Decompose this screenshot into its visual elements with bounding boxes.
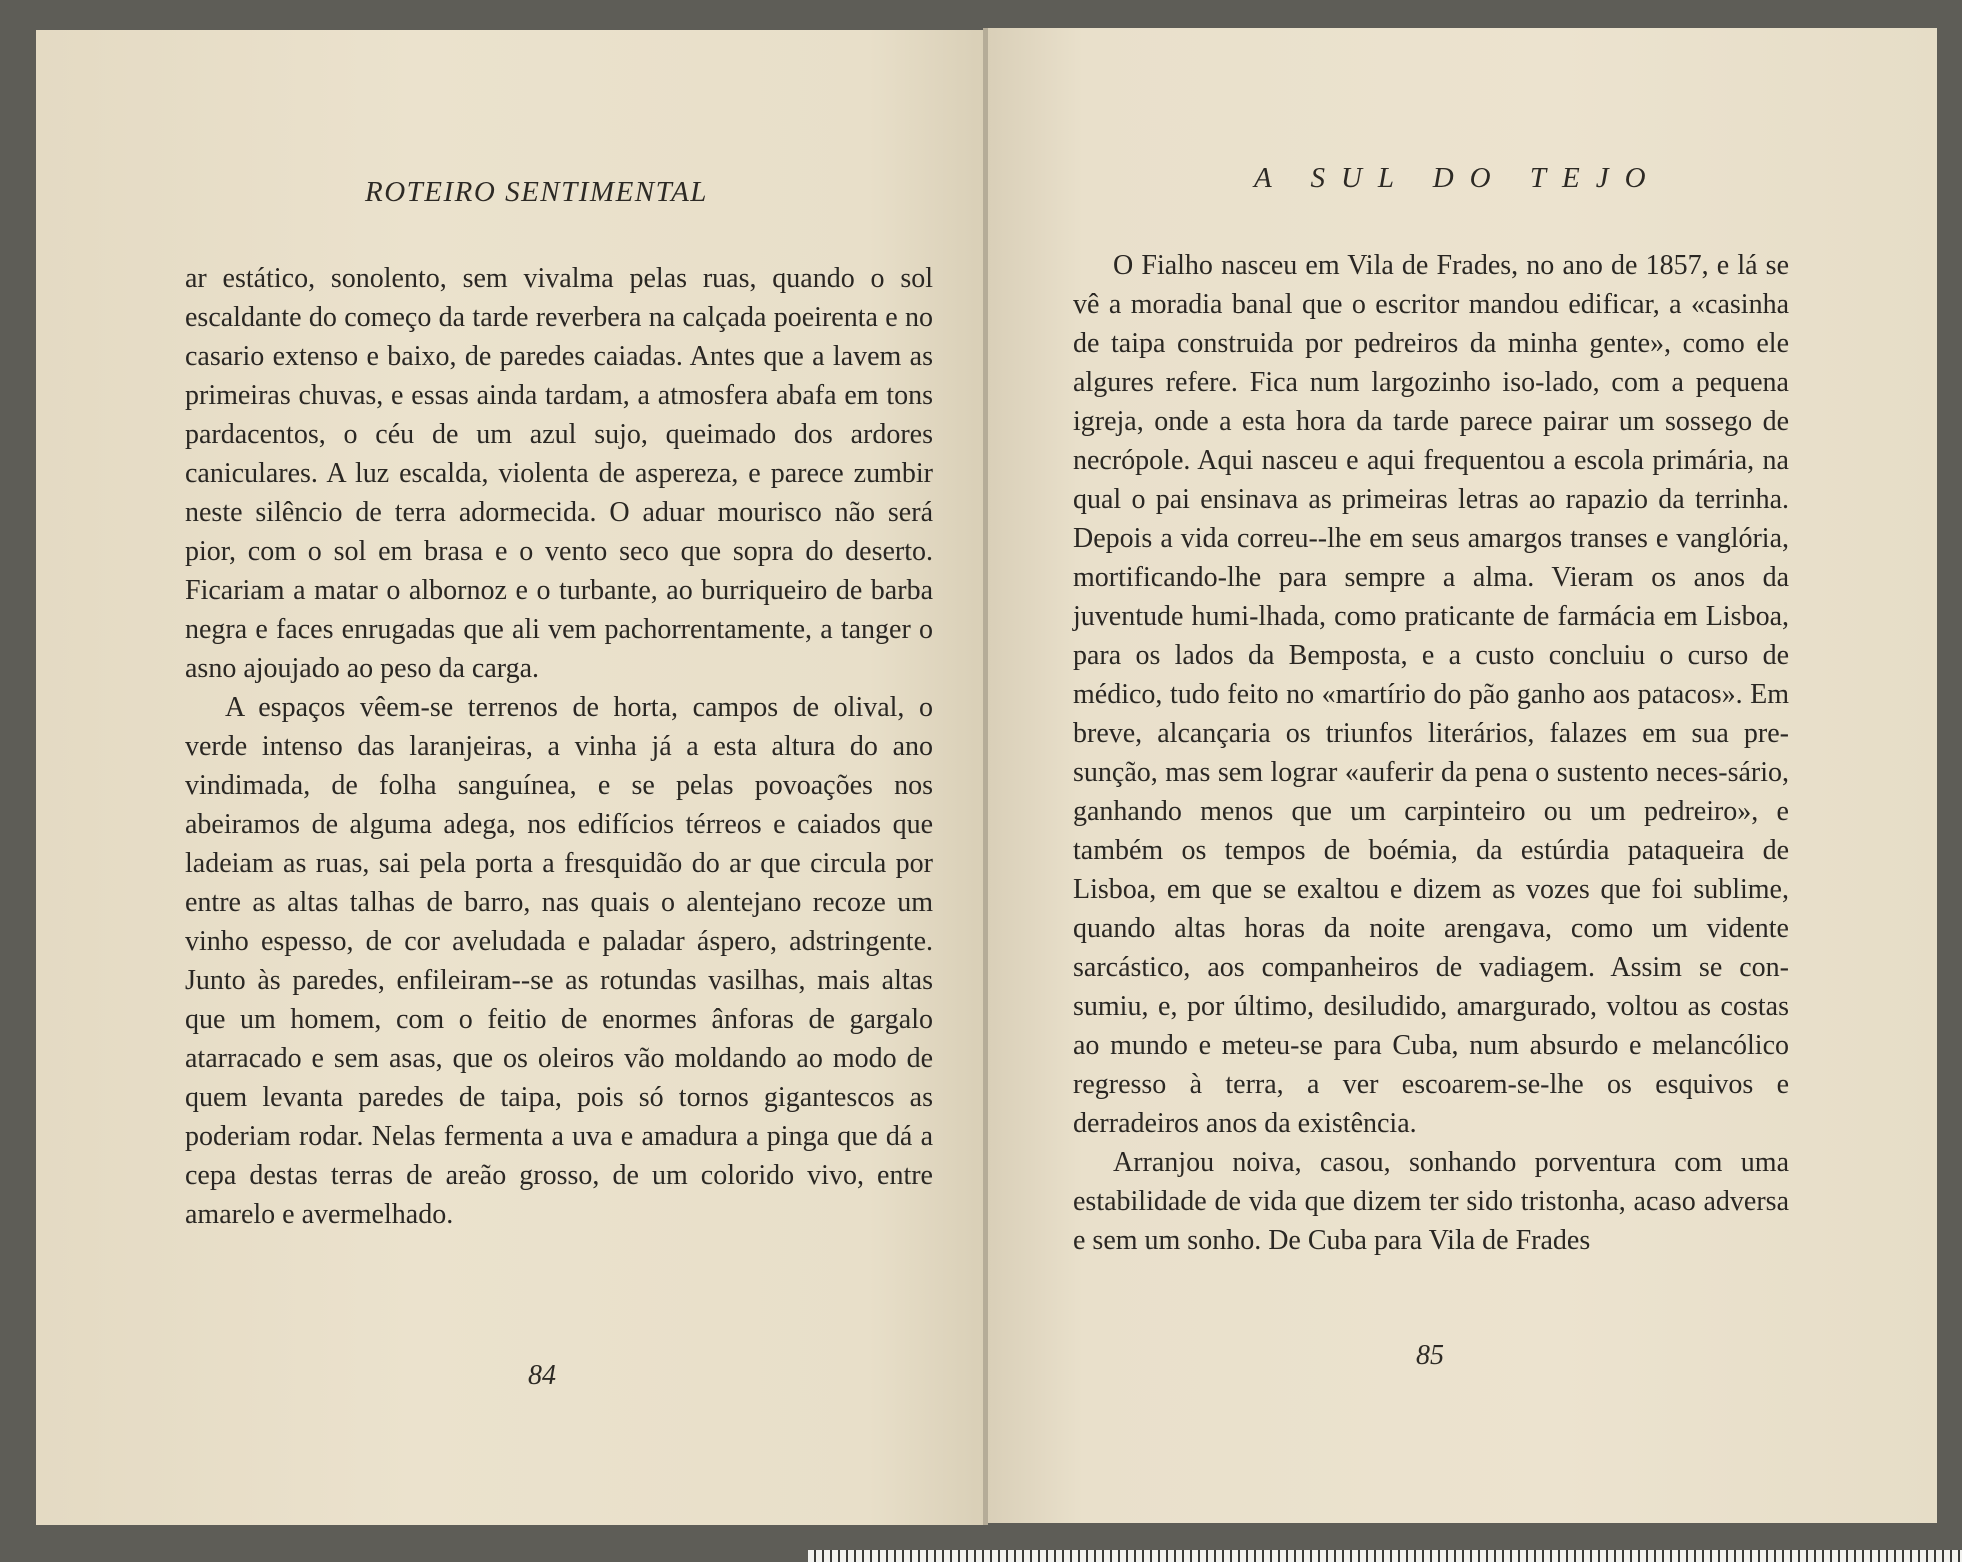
right-page (988, 28, 1937, 1523)
paragraph: Arranjou noiva, casou, sonhando porventura com uma estabilidade de vida que dizem ter sido tristonha, acaso adversa e sem um sonho. De Cuba para Vila de Frades (1073, 1147, 1789, 1256)
scale-ruler (808, 1550, 1962, 1562)
running-head-right: A SUL DO TEJO (1254, 162, 1662, 194)
left-page (36, 30, 983, 1525)
running-head-left: ROTEIRO SENTIMENTAL (365, 176, 708, 208)
body-text-left (185, 259, 933, 1234)
paragraph: A espaços vêem-se terrenos de horta, campos de olival, o verde intenso das laranjeiras, a vinha já a esta altura do ano vindimada, de folha sanguínea, e se pelas povoações nos abeiramos de alguma adega, nos edifícios térreos e caiados que ladeiam as ruas, sai pela porta a fresquidão do ar que circula por entre as altas talhas de barro, nas quais o alentejano recoze um vinho espesso, de cor aveludada e paladar áspero, adstringente. Junto às paredes, enfileiram--se as rotundas vasilhas, mais altas que um homem, com o feitio de enormes ânforas de gargalo atarracado e sem asas, que os oleiros vão moldando ao modo de quem levanta paredes de taipa, pois só tornos gigantescos as poderiam rodar. Nelas fermenta a uva e amadura a pinga que dá a cepa destas terras de areão grosso, de um colorido vivo, entre amarelo e avermelhado. (185, 692, 933, 1230)
paragraph: O Fialho nasceu em Vila de Frades, no ano de 1857, e lá se vê a moradia banal que o escritor mandou edificar, a «casinha de taipa construida por pedreiros da minha gente», como ele algures refere. Fica num largozinho iso-lado, com a pequena igreja, onde a esta hora da tarde parece pairar um sossego de necrópole. Aqui nasceu e aqui frequentou a escola primária, na qual o pai ensinava as primeiras letras ao rapazio da terrinha. Depois a vida correu--lhe em seus amargos transes e vanglória, mortificando-lhe para sempre a alma. Vieram os anos da juventude humi-lhada, como praticante de farmácia em Lisboa, para os lados da Bemposta, e a custo concluiu o curso de médico, tudo feito no «martírio do pão ganho aos patacos». Em breve, alcançaria os triunfos literários, falazes em sua pre-sunção, mas sem lograr «auferir da pena o sustento neces-sário, ganhando menos que um carpinteiro ou um pedreiro», e também os tempos de boémia, da estúrdia pataqueira de Lisboa, em que se exaltou e dizem as vozes que foi sublime, quando altas horas da noite arengava, como um vidente sarcástico, aos companheiros de vadiagem. Assim se con-sumiu, e, por último, desiludido, amargurado, voltou as costas ao mundo e meteu-se para Cuba, num absurdo e melancólico regresso à terra, a ver escoarem-se-lhe os esquivos e derradeiros anos da existência. (1073, 250, 1789, 1139)
page-number-left: 84 (528, 1360, 556, 1391)
paragraph: ar estático, sonolento, sem vivalma pelas ruas, quando o sol escaldante do começo da tarde reverbera na calçada poeirenta e no casario extenso e baixo, de paredes caiadas. Antes que a lavem as primeiras chuvas, e essas ainda tardam, a atmosfera abafa em tons pardacentos, o céu de um azul sujo, queimado dos ardores caniculares. A luz escalda, violenta de aspereza, e parece zumbir neste silêncio de terra adormecida. O aduar mourisco não será pior, com o sol em brasa e o vento seco que sopra do deserto. Ficariam a matar o albornoz e o turbante, ao burriqueiro de barba negra e faces enrugadas que ali vem pachorrentamente, a tanger o asno ajoujado ao peso da carga. (185, 263, 933, 684)
body-text-right (1073, 246, 1789, 1260)
page-number-right: 85 (1416, 1340, 1444, 1371)
